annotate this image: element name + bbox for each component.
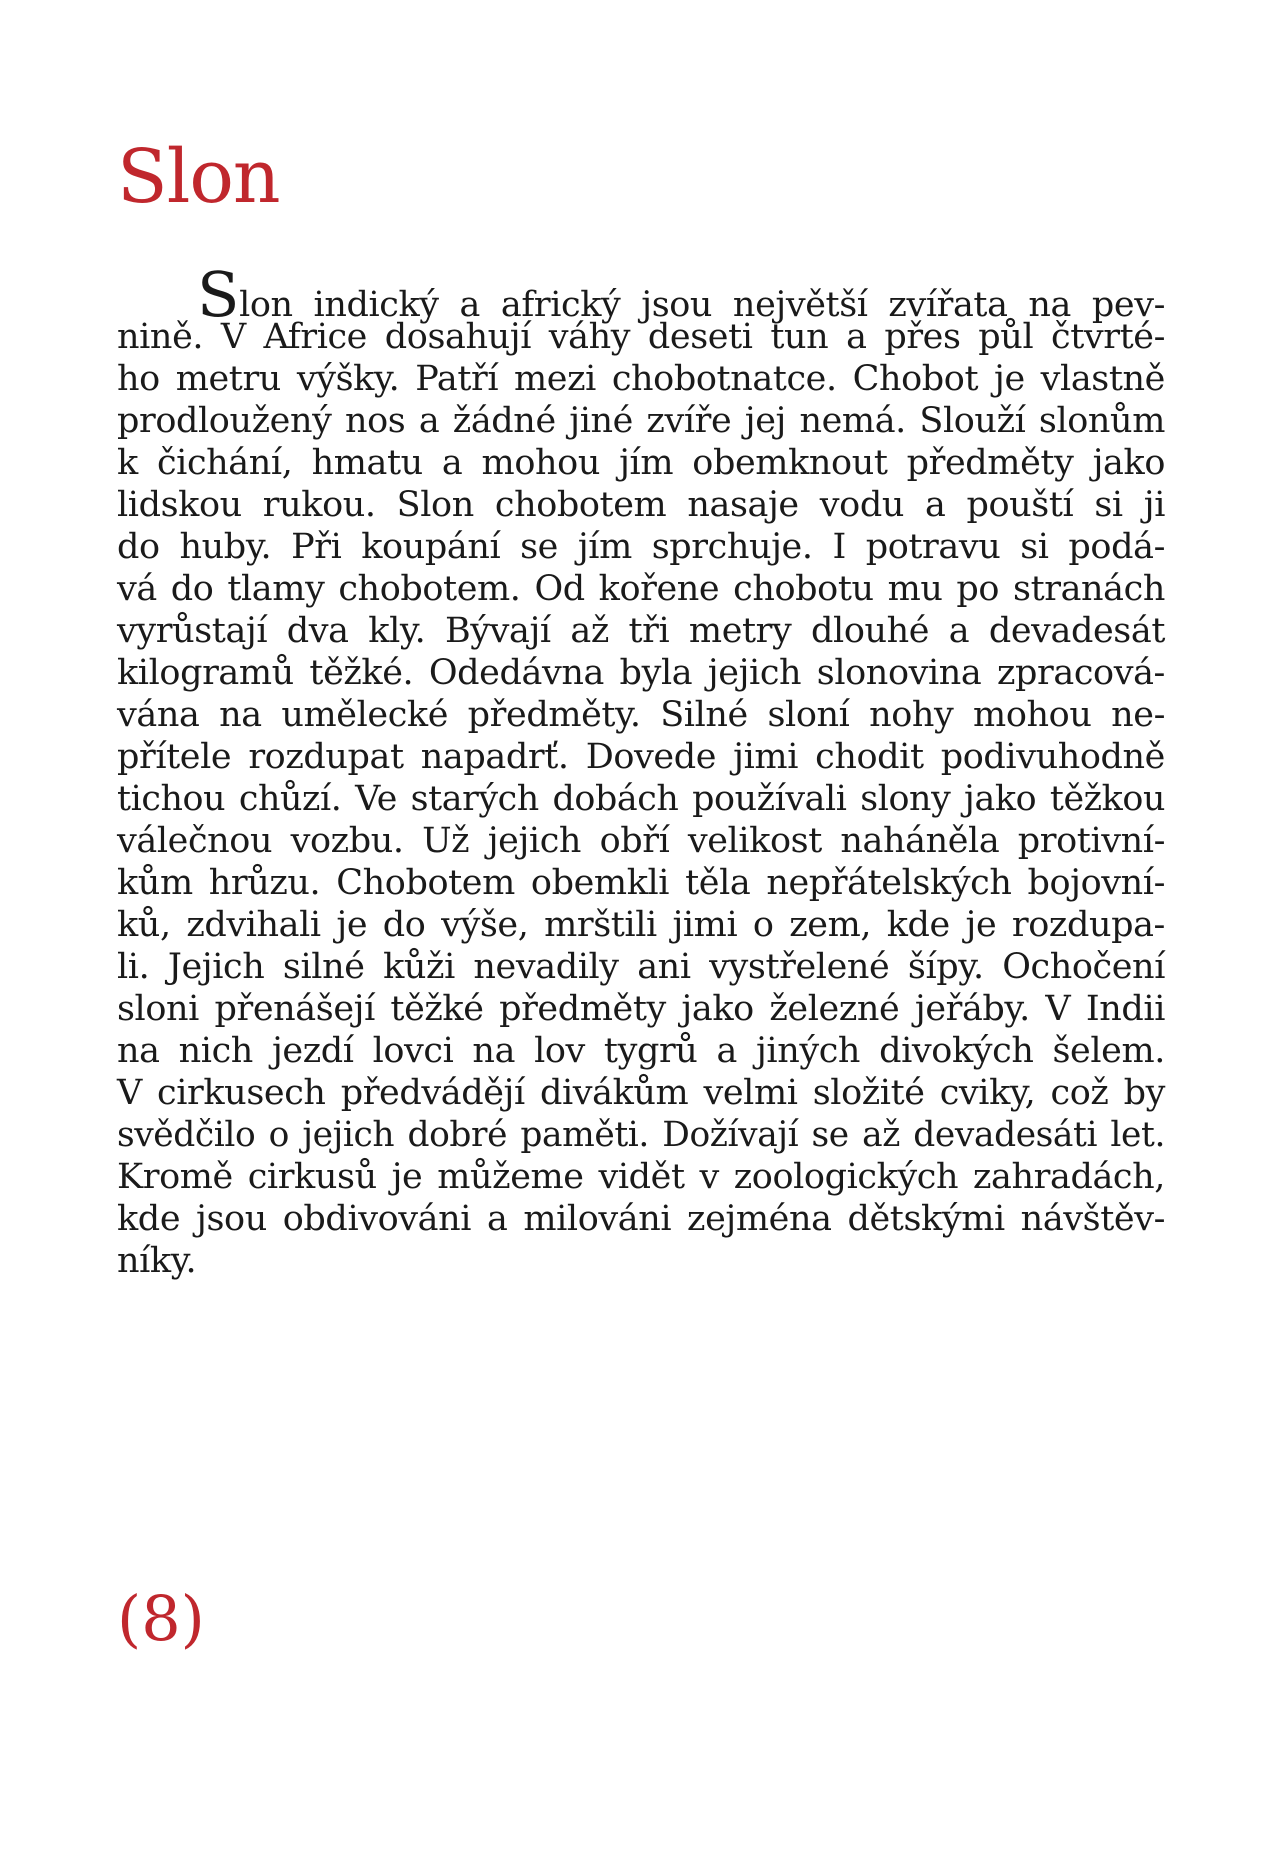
text-line: prodloužený nos a žádné jiné zvíře jej nemá. Slouží slonům [117, 401, 1165, 441]
text-line: sloni přenášejí těžké předměty jako železné jeřáby. V Indii [117, 989, 1165, 1029]
text-line: Kromě cirkusů je můžeme vidět v zoologických zahradách, [117, 1157, 1165, 1197]
text-line: li. Jejich silné kůži nevadily ani vystřelené šípy. Ochočení [117, 947, 1165, 987]
text-line-content: lon indický a africký jsou největší zvířata na pev- [239, 285, 1165, 325]
text-line [117, 258, 1165, 331]
text-line: přítele rozdupat napadrť. Dovede jimi chodit podivuhodně [117, 737, 1165, 777]
text-line: níky. [117, 1241, 197, 1281]
text-line: ků, zdvihali je do výše, mrštili jimi o zem, kde je rozdupa- [117, 905, 1165, 945]
text-line: kilogramů těžké. Odedávna byla jejich slonovina zpracová- [117, 653, 1165, 693]
text-line: k čichání, hmatu a mohou jím obemknout předměty jako [117, 443, 1165, 483]
text-line: válečnou vozbu. Už jejich obří velikost naháněla protivní- [117, 821, 1165, 861]
text-line: svědčilo o jejich dobré paměti. Dožívají se až devadesáti let. [117, 1115, 1165, 1155]
text-line: do huby. Při koupání se jím sprchuje. I potravu si podá- [117, 527, 1165, 567]
text-line: vá do tlamy chobotem. Od kořene chobotu mu po stranách [117, 569, 1165, 609]
page-title: Slon [117, 134, 280, 220]
text-line: lidskou rukou. Slon chobotem nasaje vodu a pouští si ji [117, 485, 1165, 525]
text-line: vána na umělecké předměty. Silné sloní nohy mohou ne- [117, 695, 1165, 735]
dropcap-letter: S [197, 258, 240, 331]
text-line: kde jsou obdivováni a milováni zejména dětskými návštěv- [117, 1199, 1165, 1239]
text-line: kům hrůzu. Chobotem obemkli těla nepřátelských bojovní- [117, 863, 1165, 903]
page-number: (8) [117, 1582, 205, 1655]
text-line: na nich jezdí lovci na lov tygrů a jiných divokých šelem. [117, 1031, 1165, 1071]
text-line: nině. V Africe dosahují váhy deseti tun a přes půl čtvrté- [117, 317, 1165, 357]
text-line: vyrůstají dva kly. Bývají až tři metry dlouhé a devadesát [117, 611, 1165, 651]
text-line: V cirkusech předvádějí divákům velmi složité cviky, což by [117, 1073, 1165, 1113]
text-line: tichou chůzí. Ve starých dobách používali slony jako těžkou [117, 779, 1165, 819]
article-paragraph [117, 258, 1165, 1282]
text-line: ho metru výšky. Patří mezi chobotnatce. Chobot je vlastně [117, 359, 1165, 399]
